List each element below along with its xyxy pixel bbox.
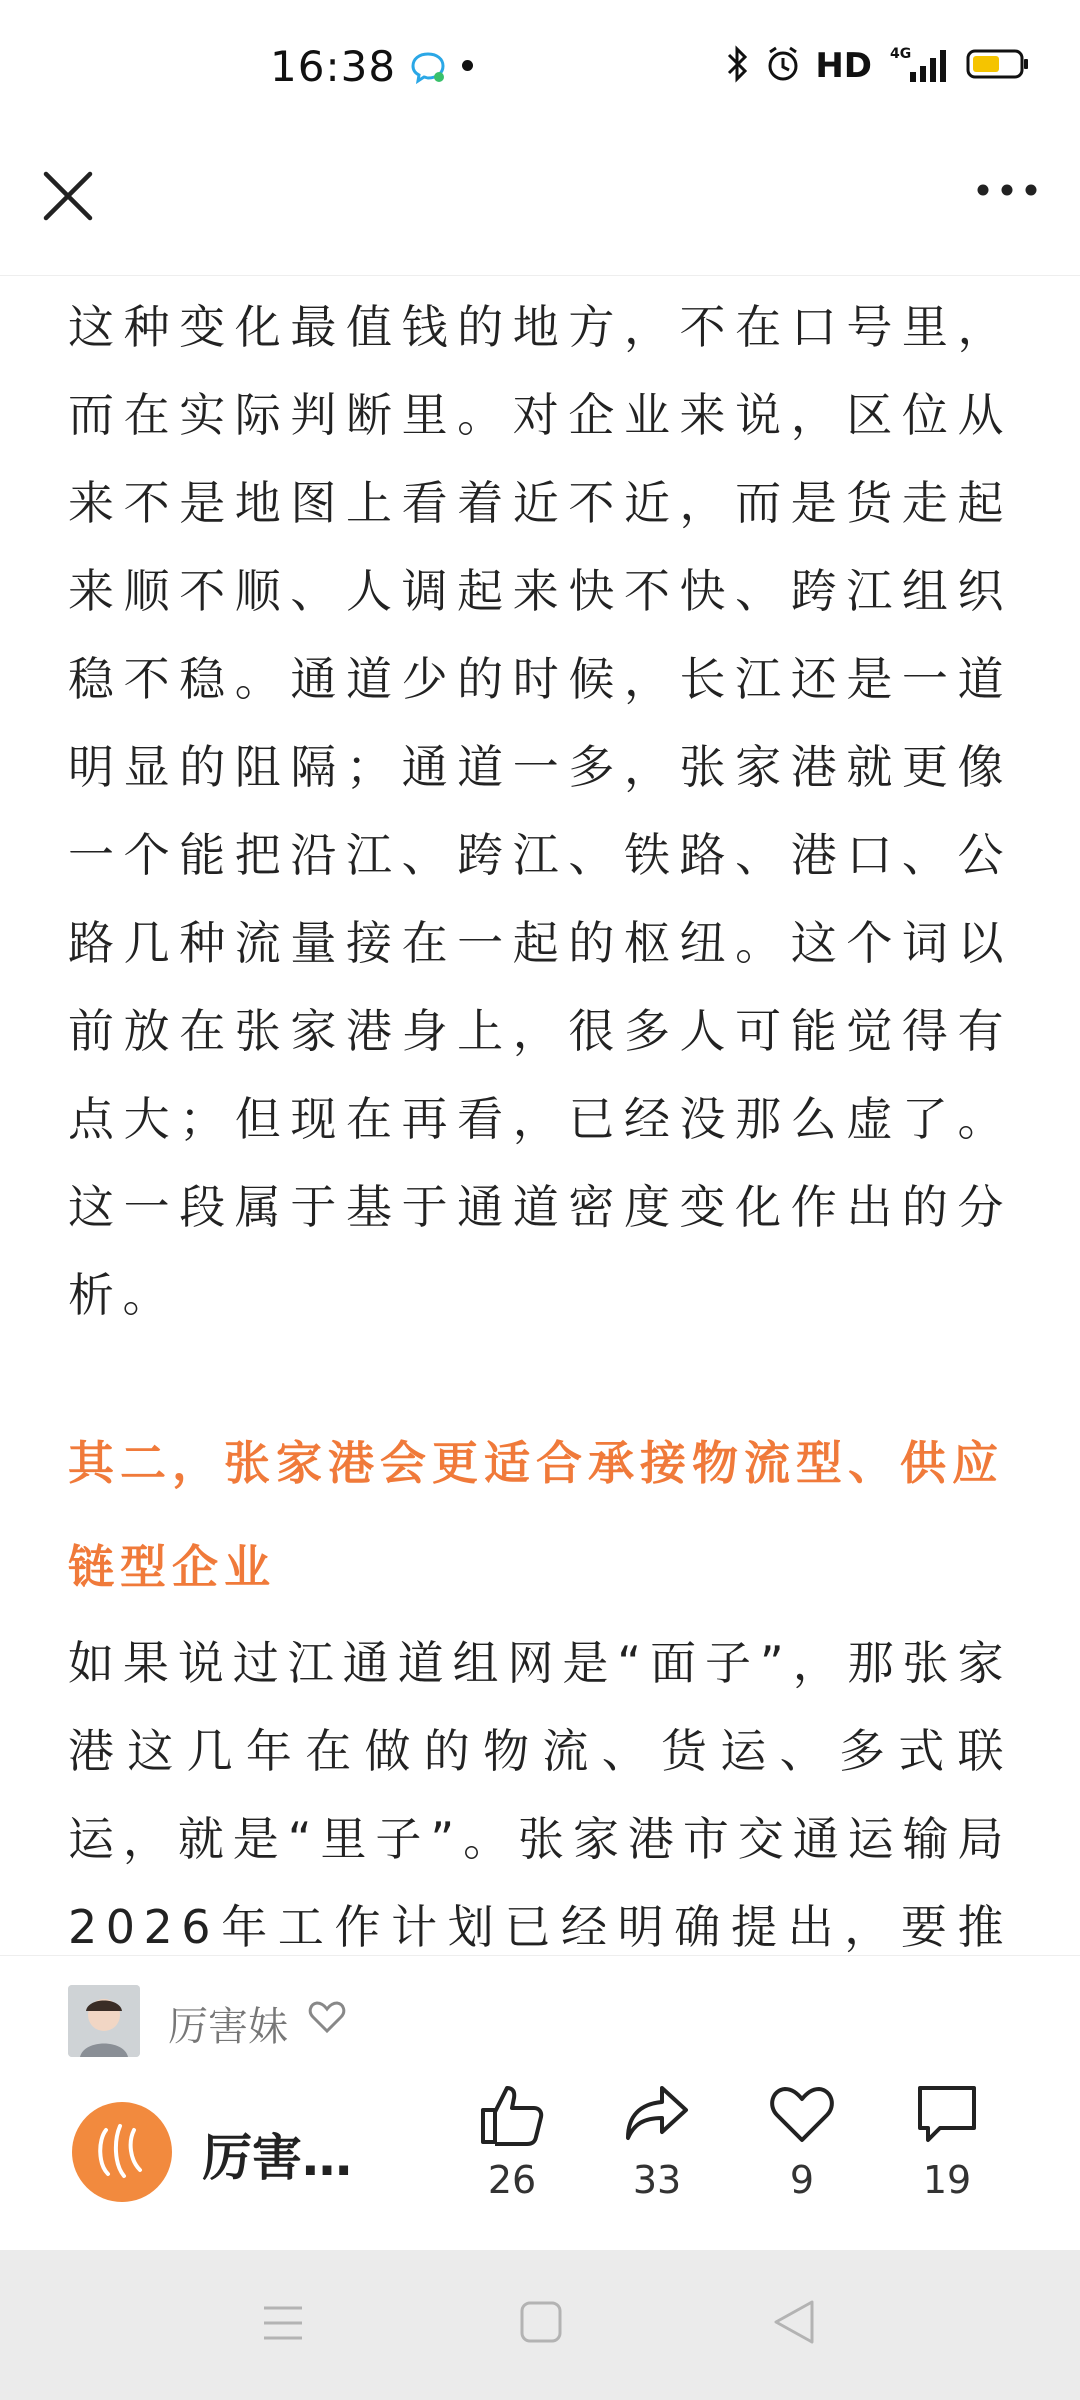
article-paragraph — [68, 1619, 1012, 1955]
network-hd-label: HD — [815, 46, 872, 86]
svg-text:4G: 4G — [890, 46, 912, 62]
share-icon — [624, 2082, 690, 2146]
like-count: 26 — [487, 2158, 537, 2202]
comment-icon — [914, 2082, 980, 2146]
status-bar — [0, 0, 1080, 135]
comment-button[interactable] — [892, 2082, 1002, 2202]
signal-icon — [886, 44, 952, 88]
notification-dot — [462, 60, 473, 71]
alarm-icon — [765, 45, 801, 87]
section-heading: 其二，张家港会更适合承接物流型、供应链型企业 — [68, 1436, 1004, 1594]
close-icon — [42, 170, 94, 222]
menu-icon — [262, 2302, 304, 2344]
more-icon — [976, 180, 1038, 200]
channel-name[interactable]: 厉害… — [202, 2129, 352, 2187]
back-nav-button[interactable] — [772, 2298, 816, 2350]
status-time: 16:38 — [270, 42, 397, 91]
comment-count: 19 — [922, 2158, 972, 2202]
paragraph-text: 如果说过江通道组网是“面子”，那张家港这几年在做的物流、货运、多式联运，就是“里子”。张家港市交通运输局2026年工作计划已经明确提出，要推 — [68, 1636, 1012, 1954]
like-button[interactable] — [457, 2082, 567, 2202]
heart-icon — [769, 2082, 835, 2146]
favorite-button[interactable] — [747, 2082, 857, 2202]
system-navigation-bar — [0, 2250, 1080, 2400]
article-header — [0, 135, 1080, 276]
follow-heart-icon[interactable] — [308, 2000, 346, 2038]
thumbs-up-icon — [479, 2082, 545, 2146]
menu-nav-button[interactable] — [262, 2302, 304, 2348]
favorite-count: 9 — [789, 2158, 815, 2202]
home-nav-button[interactable] — [519, 2300, 563, 2348]
author-name[interactable]: 厉害妹 — [168, 2004, 288, 2050]
share-button[interactable] — [602, 2082, 712, 2202]
home-icon — [519, 2300, 563, 2344]
status-right-group — [725, 44, 1030, 88]
back-icon — [772, 2298, 816, 2346]
bluetooth-icon — [725, 45, 751, 87]
chat-bubble-icon — [408, 50, 448, 90]
article-paragraph: 这种变化最值钱的地方，不在口号里，而在实际判断里。对企业来说，区位从来不是地图上看着近不近，而是货走起来顺不顺、人调起来快不快、跨江组织稳不稳。通道少的时候，长江还是一道明显的阻隔；通道一多，张家港就更像一个能把沿江、跨江、铁路、港口、公路几种流量接在一起的枢纽。这个词以前放在张家港身上，很多人可能觉得有点大；但现在再看，已经没那么虚了。这一段属于基于通道密度变化作出的分析。 — [68, 300, 1012, 1322]
battery-icon — [966, 47, 1030, 85]
close-button[interactable] — [42, 170, 94, 226]
channel-logo[interactable] — [72, 2102, 172, 2202]
article-body — [68, 275, 1012, 1955]
more-button[interactable] — [976, 180, 1038, 204]
share-count: 33 — [632, 2158, 682, 2202]
author-avatar[interactable] — [68, 1985, 140, 2057]
